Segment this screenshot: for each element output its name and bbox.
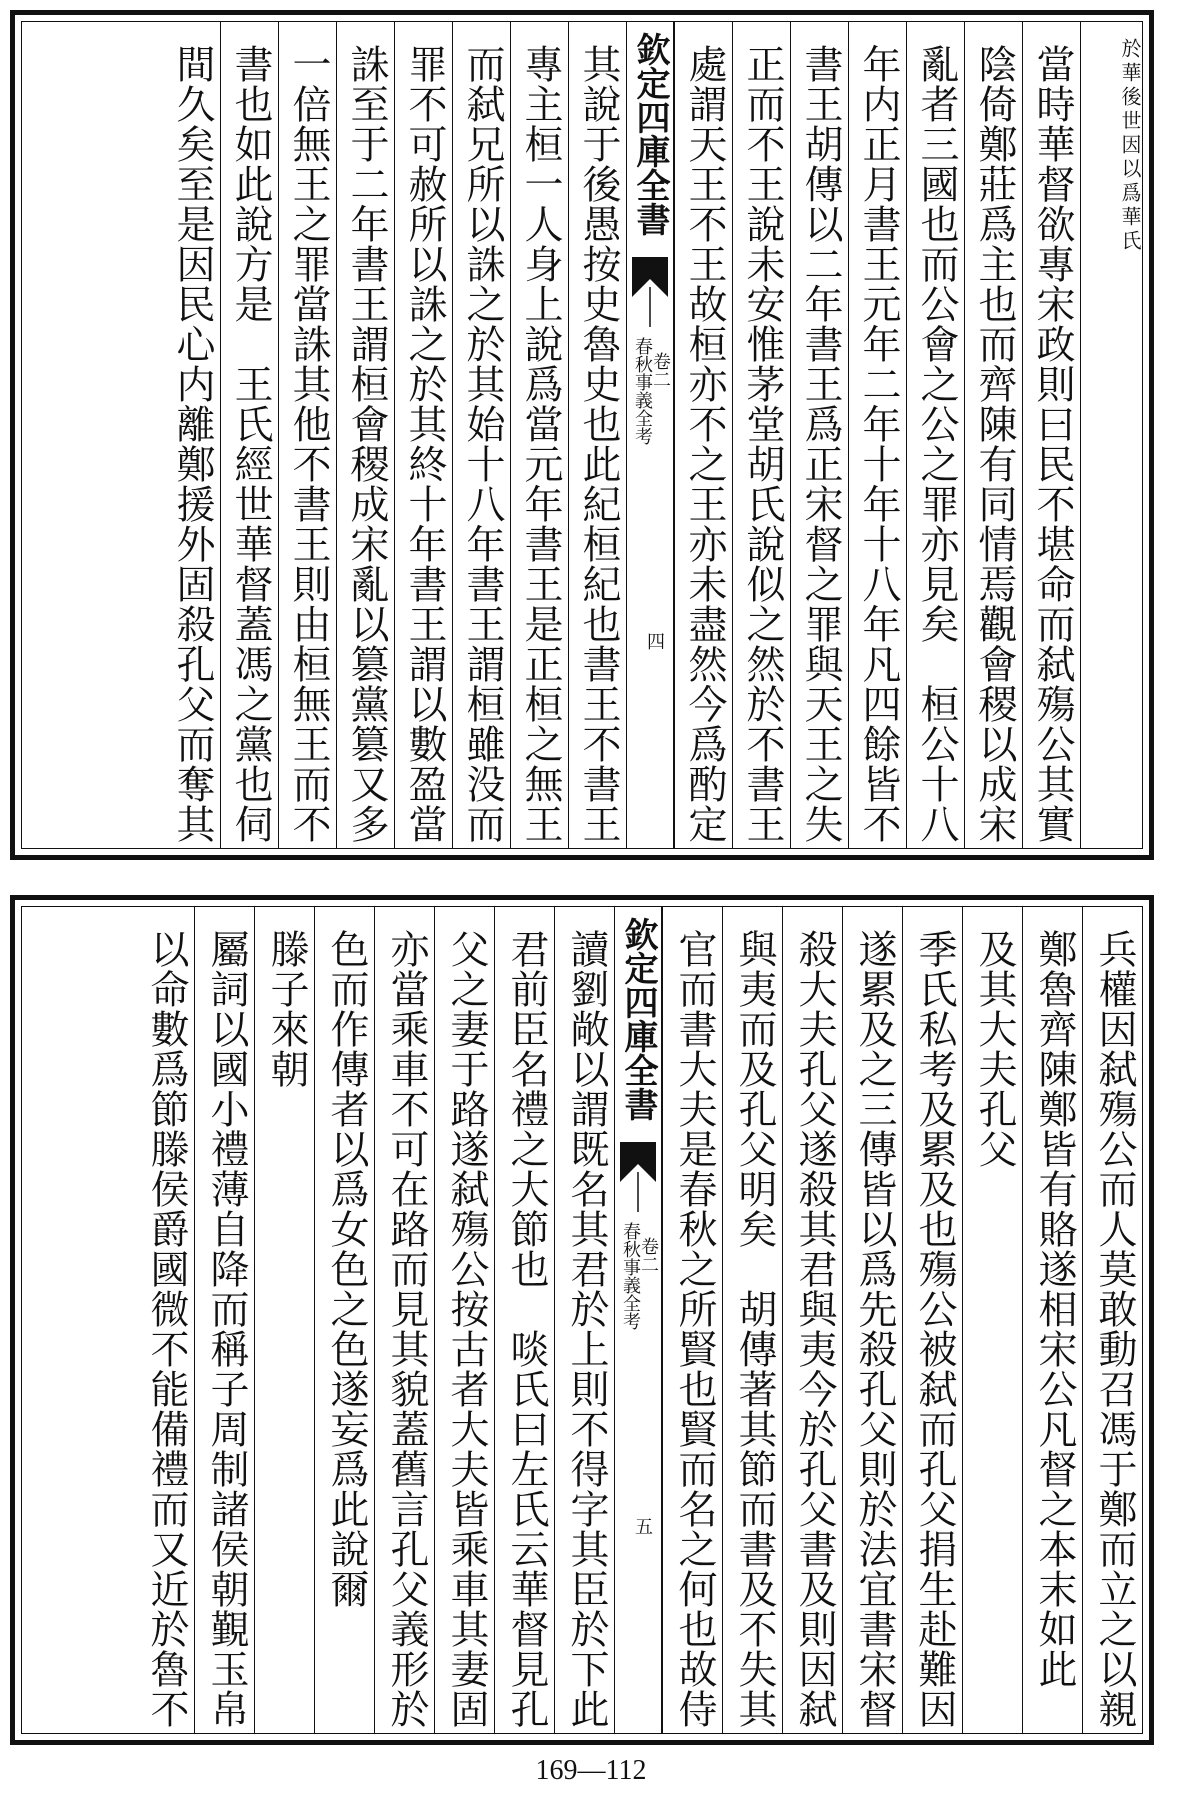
fish-tail-mark-icon — [620, 1142, 656, 1212]
page-reference: 169—112 — [535, 1755, 647, 1786]
text-column: 官而書大夫是春秋之所賢也賢而名之何也故侍 — [662, 907, 722, 1733]
bottom-page-columns — [22, 907, 1142, 1733]
text-column: 一倍無王之罪當誅其他不書王則由桓無王而不 — [278, 22, 336, 848]
spine-subtitle: 春秋事義全考 — [620, 1222, 641, 1330]
text-column: 專主桓一人身上說爲當元年書王是正桓之無王 — [510, 22, 568, 848]
text-column: 季氏私考及累及也殤公被弑而孔父捐生赴難因 — [902, 907, 962, 1733]
spine-volume: 卷二 — [650, 352, 671, 388]
top-page-frame — [21, 21, 1143, 849]
annotation-line: 於華後世因 — [1118, 38, 1142, 158]
text-column: 亦當乘車不可在路而見其貌蓋舊言孔父義形於 — [374, 907, 434, 1733]
text-column: 而弑兄所以誅之於其始十八年書王謂桓雖没而 — [452, 22, 510, 848]
heading-column: 及其大夫孔父 — [962, 907, 1022, 1733]
text-column: 正而不王說未安惟茅堂胡氏說似之然於不書王 — [732, 22, 790, 848]
text-column: 陰倚鄭莊爲主也而齊陳有同情焉觀會稷以成宋 — [964, 22, 1022, 848]
text-column: 君前臣名禮之大節也 啖氏曰左氏云華督見孔 — [494, 907, 554, 1733]
center-spine — [626, 22, 674, 848]
text-column: 亂者三國也而公會之公之罪亦見矣 桓公十八 — [906, 22, 964, 848]
spine-title: 欽定四庫全書 — [630, 32, 670, 236]
top-page — [10, 10, 1154, 860]
text-column: 兵權因弑殤公而人莫敢動召馮于鄭而立之以親 — [1082, 907, 1142, 1733]
text-column: 書王胡傳以二年書王爲正宋督之罪與天王之失 — [790, 22, 848, 848]
spine-title: 欽定四庫全書 — [618, 917, 658, 1121]
text-column: 罪不可赦所以誅之於其終十年書王謂以數盈當 — [394, 22, 452, 848]
text-column: 其說于後愚按史魯史也此紀桓紀也書王不書王 — [568, 22, 626, 848]
text-column: 處謂天王不王故桓亦不之王亦未盡然今爲酌定 — [674, 22, 732, 848]
text-column: 父之妻于路遂弑殤公按古者大夫皆乘車其妻固 — [434, 907, 494, 1733]
text-column: 以命數爲節滕侯爵國微不能備禮而又近於魯不 — [144, 929, 189, 1729]
bottom-page-frame — [21, 906, 1143, 1734]
spine-subtitle: 春秋事義全考 — [632, 337, 653, 445]
center-spine — [614, 907, 662, 1733]
folio-number: 四 — [644, 632, 665, 650]
text-column: 屬詞以國小禮薄自降而稱子周制諸侯朝覲玉帛 — [194, 907, 254, 1733]
text-column: 色而作傳者以爲女色之色遂妄爲此說爾 — [314, 907, 374, 1733]
bottom-page — [10, 895, 1154, 1745]
fish-tail-mark-icon — [632, 257, 668, 327]
heading-column: 滕子來朝 — [254, 907, 314, 1733]
text-column: 鄭魯齊陳鄭皆有賂遂相宋公凡督之本末如此 — [1022, 907, 1082, 1733]
text-column: 與夷而及孔父明矣 胡傳著其節而書及不失其 — [722, 907, 782, 1733]
text-column: 讀劉敞以謂既名其君於上則不得字其臣於下此 — [554, 907, 614, 1733]
text-column: 當時華督欲專宋政則曰民不堪命而弑殤公其實 — [1022, 22, 1080, 848]
top-page-columns — [22, 22, 1142, 848]
text-column: 書也如此說方是 王氏經世華督蓋馮之黨也伺 — [220, 22, 278, 848]
text-column: 殺大夫孔父遂殺其君與夷今於孔父書及則因弑 — [782, 907, 842, 1733]
text-column: 間久矣至是因民心内離鄭援外固殺孔父而奪其 — [170, 44, 215, 844]
text-column: 年内正月書王元年二年十年十八年凡四餘皆不 — [848, 22, 906, 848]
annotation-column — [1080, 22, 1142, 848]
spine-volume: 卷二 — [638, 1237, 659, 1273]
annotation-line: 以爲華氏 — [1118, 158, 1142, 254]
text-column: 遂累及之三傳皆以爲先殺孔父則於法宜書宋督 — [842, 907, 902, 1733]
text-column: 誅至于二年書王謂桓會稷成宋亂以篡黨篡又多 — [336, 22, 394, 848]
folio-number: 五 — [632, 1517, 653, 1535]
